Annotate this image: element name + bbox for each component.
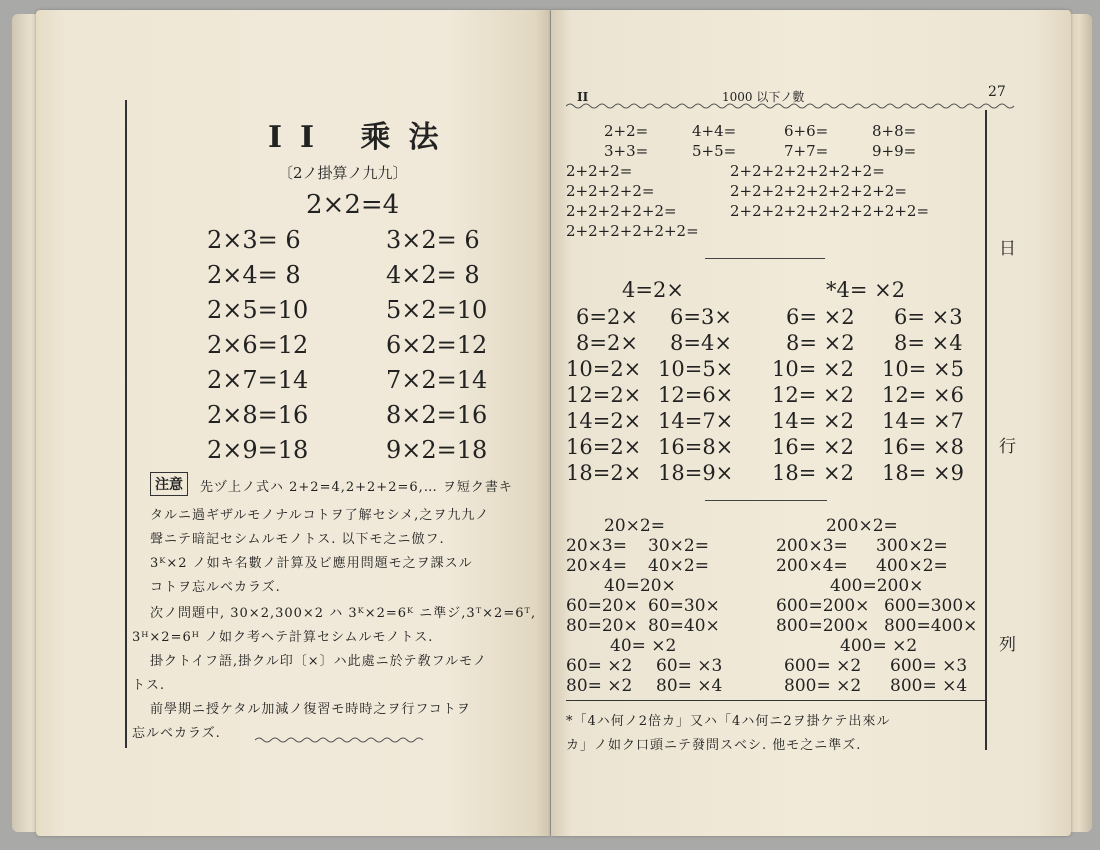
list-item: 80=40× <box>648 616 720 636</box>
list-item: 8=4× <box>670 331 732 355</box>
list-item: 40×2= <box>648 556 709 576</box>
list-item: 20×4= <box>566 556 627 576</box>
list-item: 5+5= <box>692 142 737 160</box>
section-subtitle: 〔2ノ掛算ノ九九〕 <box>278 164 408 182</box>
list-item: 16=2× <box>566 435 642 459</box>
table-row: 6×2=12 <box>386 331 488 359</box>
list-item: 6= ×2 <box>786 305 855 329</box>
list-item: 10= ×2 <box>772 357 854 381</box>
list-item: 2+2+2+2+2+2= <box>566 222 699 240</box>
list-item: 200×4= <box>776 556 848 576</box>
list-item: 80=20× <box>566 616 638 636</box>
list-item: 20×2= <box>604 516 665 536</box>
list-item: 800=400× <box>884 616 978 636</box>
list-item: 2+2+2+2+2+2+2+2+2= <box>730 202 930 220</box>
running-header: 1000 以下ノ數 <box>722 90 805 104</box>
list-item: 12=6× <box>658 383 734 407</box>
list-item: 800= ×2 <box>784 676 862 696</box>
list-item: 400= ×2 <box>840 636 918 656</box>
list-item: 6+6= <box>784 122 829 140</box>
list-item: 10=2× <box>566 357 642 381</box>
list-item: 12=2× <box>566 383 642 407</box>
list-item: 80= ×4 <box>656 676 723 696</box>
list-item: 12= ×2 <box>772 383 854 407</box>
list-item: 14= ×7 <box>882 409 964 433</box>
note-line: 忘ルベカラズ. <box>132 726 221 741</box>
list-item: 3+3= <box>604 142 649 160</box>
list-item: 400×2= <box>876 556 948 576</box>
list-item: 60= ×2 <box>566 656 633 676</box>
list-item: 10= ×5 <box>882 357 964 381</box>
table-row: 3×2= 6 <box>386 226 480 254</box>
list-item: 800=200× <box>776 616 870 636</box>
note-line: タルニ過ギザルモノナルコトヲ了解セシメ,之ヲ九九ノ <box>150 508 490 523</box>
table-row: 2×7=14 <box>207 366 309 394</box>
table-row: 2×4= 8 <box>207 261 301 289</box>
list-item: 14=7× <box>658 409 734 433</box>
table-row: 4×2= 8 <box>386 261 480 289</box>
list-item: 2+2+2+2+2+2+2+2= <box>730 182 907 200</box>
list-item: 2+2+2= <box>566 162 633 180</box>
divider <box>705 500 827 501</box>
list-item: 40= ×2 <box>610 636 677 656</box>
note-line: 前學期ニ授ケタル加減ノ復習モ時時之ヲ行フコトヲ <box>150 702 471 717</box>
list-item: 4+4= <box>692 122 737 140</box>
note-line: トス. <box>132 678 166 693</box>
list-item: 14=2× <box>566 409 642 433</box>
note-line: 聲ニテ暗記セシムルモノトス. 以下モ之ニ倣フ. <box>150 532 445 547</box>
table-row: 2×9=18 <box>207 436 309 464</box>
div-heading-left: 4=2× <box>622 278 684 302</box>
left-wavy-rule <box>255 736 425 744</box>
list-item: 2+2+2+2+2= <box>566 202 677 220</box>
note-label: 注意 <box>150 472 188 496</box>
right-margin-rule <box>985 110 987 750</box>
list-item: 16= ×2 <box>772 435 854 459</box>
list-item: 80= ×2 <box>566 676 633 696</box>
divider <box>705 258 825 259</box>
list-item: 8= ×2 <box>786 331 855 355</box>
list-item: 14= ×2 <box>772 409 854 433</box>
list-item: 18= ×9 <box>882 461 964 485</box>
list-item: 600= ×3 <box>890 656 968 676</box>
table-row: 2×8=16 <box>207 401 309 429</box>
footnote-rule <box>566 700 986 701</box>
list-item: 16= ×8 <box>882 435 964 459</box>
list-item: 8=2× <box>576 331 638 355</box>
list-item: 20×3= <box>566 536 627 556</box>
left-margin-rule <box>125 100 127 748</box>
list-item: 2+2+2+2= <box>566 182 655 200</box>
list-item: 600=200× <box>776 596 870 616</box>
table-row: 7×2=14 <box>386 366 488 394</box>
div-heading-right: *4= ×2 <box>826 278 906 302</box>
table-row: 5×2=10 <box>386 296 488 324</box>
side-label: 行 <box>999 437 1016 457</box>
note-line: コトヲ忘ルベカラズ. <box>150 580 281 595</box>
list-item: 18=9× <box>658 461 734 485</box>
list-item: 18=2× <box>566 461 642 485</box>
list-item: 16=8× <box>658 435 734 459</box>
list-item: 600=300× <box>884 596 978 616</box>
list-item: 18= ×2 <box>772 461 854 485</box>
list-item: 10=5× <box>658 357 734 381</box>
list-item: 800= ×4 <box>890 676 968 696</box>
list-item: 9+9= <box>872 142 917 160</box>
list-item: 300×2= <box>876 536 948 556</box>
footnote-line: カ」ノ如ク口頭ニテ發問スベシ. 他モ之ニ準ズ. <box>566 738 862 753</box>
list-item: 400=200× <box>830 576 924 596</box>
note-line: 次ノ問題中, 30×2,300×2 ハ 3ᴷ×2=6ᴷ ニ準ジ,3ᵀ×2=6ᵀ, <box>150 606 537 621</box>
list-item: 60= ×3 <box>656 656 723 676</box>
side-label: 列 <box>999 635 1016 655</box>
list-item: 6=2× <box>576 305 638 329</box>
chapter-title: II 乘法 <box>268 120 457 155</box>
table-row: 2×3= 6 <box>207 226 301 254</box>
table-row: 2×5=10 <box>207 296 309 324</box>
page-number: 27 <box>988 84 1006 100</box>
note-line: 3ᴴ×2=6ᴴ ノ如ク考ヘテ計算セシムルモノトス. <box>132 630 434 645</box>
list-item: 6= ×3 <box>894 305 963 329</box>
table-row: 9×2=18 <box>386 436 488 464</box>
list-item: 40=20× <box>604 576 676 596</box>
table-row: 2×6=12 <box>207 331 309 359</box>
header-chapter: II <box>577 90 589 104</box>
list-item: 7+7= <box>784 142 829 160</box>
note-line: 3ᴷ×2 ノ如キ名數ノ計算及ビ應用問題モ之ヲ課スル <box>150 556 473 571</box>
list-item: 60=30× <box>648 596 720 616</box>
list-item: 60=20× <box>566 596 638 616</box>
list-item: 200×2= <box>826 516 898 536</box>
footnote-line: *「4ハ何ノ2倍カ」又ハ「4ハ何ニ2ヲ掛ケテ出來ル <box>566 714 891 729</box>
list-item: 200×3= <box>776 536 848 556</box>
table-row: 8×2=16 <box>386 401 488 429</box>
note-line: 先ヅ上ノ式ハ 2+2=4,2+2+2=6,… ヲ短ク書キ <box>200 480 513 495</box>
list-item: 2+2+2+2+2+2+2= <box>730 162 885 180</box>
list-item: 600= ×2 <box>784 656 862 676</box>
list-item: 30×2= <box>648 536 709 556</box>
list-item: 2+2= <box>604 122 649 140</box>
header-wavy-rule <box>566 102 1016 110</box>
list-item: 12= ×6 <box>882 383 964 407</box>
list-item: 8+8= <box>872 122 917 140</box>
main-equation: 2×2=4 <box>306 190 400 220</box>
note-line: 掛クトイフ語,掛クル印〔×〕ハ此處ニ於テ敎フルモノ <box>150 654 487 669</box>
list-item: 6=3× <box>670 305 732 329</box>
side-label: 日 <box>999 239 1016 259</box>
list-item: 8= ×4 <box>894 331 963 355</box>
